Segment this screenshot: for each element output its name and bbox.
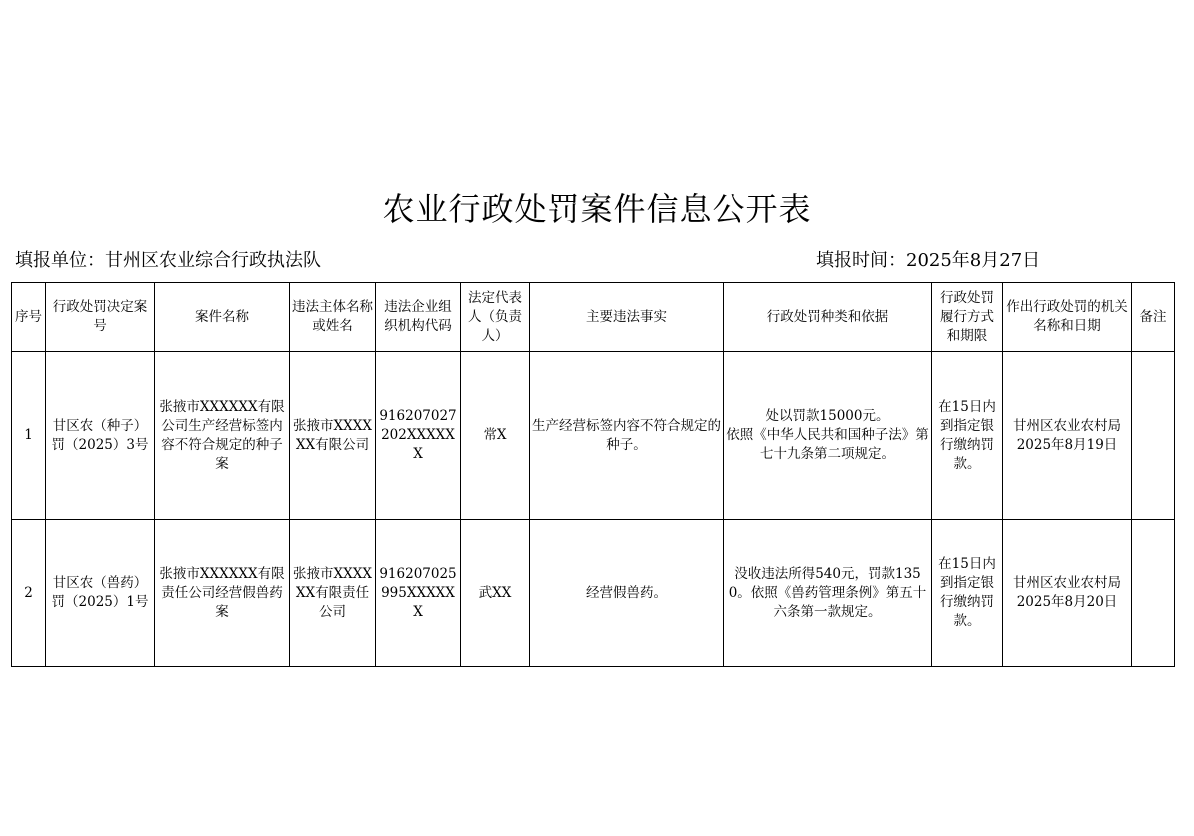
- cell-penalty: [724, 352, 932, 520]
- header-legal-rep: [461, 283, 530, 352]
- cell-subject: 张掖市XXXXXX有限公司: [290, 352, 376, 520]
- cell-facts: 生产经营标签内容不符合规定的种子。: [530, 352, 724, 520]
- cell-case-name: 张掖市XXXXXX有限公司生产经营标签内容不符合规定的种子案: [155, 352, 290, 520]
- header-subject: 违法主体名称或姓名: [290, 283, 376, 352]
- cell-legal-rep: 常X: [461, 352, 530, 520]
- cell-fulfill: 在15日内到指定银行缴纳罚款。: [932, 352, 1003, 520]
- cell-seq: 2: [12, 520, 46, 667]
- cell-remark: [1132, 520, 1175, 667]
- header-facts: 主要违法事实: [530, 283, 724, 352]
- page-title: 农业行政处罚案件信息公开表: [382, 190, 812, 228]
- cell-legal-rep: 武XX: [461, 520, 530, 667]
- header-remark: 备注: [1132, 283, 1175, 352]
- cell-case-no: 甘区农（兽药）罚（2025）1号: [46, 520, 155, 667]
- header-fulfill: 行政处罚履行方式和期限: [932, 283, 1003, 352]
- authority-name: 甘州区农业农村局: [1013, 575, 1121, 591]
- header-legal-rep-text: 法定代表人（负责人）: [468, 289, 522, 344]
- cell-penalty: [724, 520, 932, 667]
- cell-org-code: 916207027202XXXXXX: [376, 352, 461, 520]
- cell-org-code: 916207025995XXXXXX: [376, 520, 461, 667]
- cell-remark: [1132, 352, 1175, 520]
- header-authority: 作出行政处罚的机关名称和日期: [1003, 283, 1132, 352]
- cell-seq: 1: [12, 352, 46, 520]
- cell-subject: 张掖市XXXXXX有限责任公司: [290, 520, 376, 667]
- cell-authority: [1003, 520, 1132, 667]
- cell-fulfill: 在15日内到指定银行缴纳罚款。: [932, 520, 1003, 667]
- authority-date: 2025年8月19日: [1016, 436, 1118, 453]
- table-header-row: [12, 283, 1175, 352]
- cell-case-no: 甘区农（种子）罚（2025）3号: [46, 352, 155, 520]
- header-case-name: 案件名称: [155, 283, 290, 352]
- table-row: [12, 352, 1175, 520]
- header-seq: 序号: [12, 283, 46, 352]
- penalty-info-table: [11, 282, 1175, 667]
- penalty-amount: 没收违法所得540元，罚款1350。依照《兽药管理条例》第五十六条第一款规定。: [728, 565, 927, 620]
- report-date: 填报时间：2025年8月27日: [816, 250, 1041, 271]
- cell-case-name: 张掖市XXXXXX有限责任公司经营假兽药案: [155, 520, 290, 667]
- reporting-unit: 填报单位：甘州区农业综合行政执法队: [15, 250, 321, 271]
- cell-authority: [1003, 352, 1132, 520]
- cell-facts: 经营假兽药。: [530, 520, 724, 667]
- table-row: [12, 520, 1175, 667]
- header-penalty: 行政处罚种类和依据: [724, 283, 932, 352]
- header-org-code: 违法企业组织机构代码: [376, 283, 461, 352]
- header-case-no: 行政处罚决定案号: [46, 283, 155, 352]
- penalty-amount: 处以罚款15000元。: [765, 408, 890, 424]
- authority-name: 甘州区农业农村局: [1013, 417, 1121, 434]
- penalty-basis: 依照《中华人民共和国种子法》第七十九条第二项规定。: [726, 427, 929, 462]
- authority-date: 2025年8月20日: [1016, 594, 1118, 610]
